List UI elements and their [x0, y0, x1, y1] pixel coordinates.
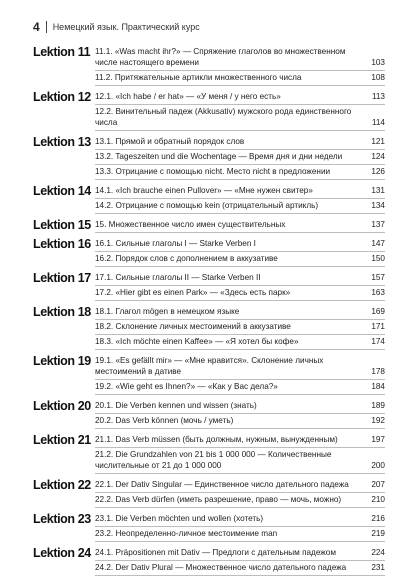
toc-entry: [95, 252, 385, 267]
lesson-entries: [95, 90, 385, 131]
toc-entry-title: 21.1. Das Verb müssen (быть должным, нужным, вынужденным): [95, 435, 338, 444]
lesson-label: Lektion 23: [33, 512, 91, 526]
lesson-block: [33, 546, 385, 576]
lesson-label: Lektion 17: [33, 271, 91, 285]
toc-entry: [95, 335, 385, 350]
lesson-block: [33, 512, 385, 542]
toc-entry-title: 22.1. Der Dativ Singular — Единственное число дательного падежа: [95, 480, 349, 489]
toc-entry-title: 11.2. Притяжательные артикли множественного числа: [95, 73, 302, 82]
table-of-contents: [33, 45, 385, 580]
toc-entry: [95, 45, 385, 71]
lesson-entries: [95, 218, 385, 233]
toc-entry-title: 24.2. Der Dativ Plural — Множественное число дательного падежа: [95, 563, 347, 572]
toc-entry-page: 219: [371, 529, 385, 538]
toc-entry-page: 210: [371, 495, 385, 504]
lesson-block: [33, 218, 385, 233]
toc-entry: [95, 354, 385, 380]
lesson-entries: [95, 271, 385, 301]
toc-entry-page: 163: [371, 288, 385, 297]
lesson-label: Lektion 14: [33, 184, 91, 198]
toc-entry: [95, 105, 385, 131]
toc-entry: [95, 271, 385, 286]
toc-entry-page: 147: [371, 239, 385, 248]
toc-entry-page: 113: [371, 92, 385, 101]
toc-entry-title: 19.2. «Wie geht es Ihnen?» — «Как у Вас дела?»: [95, 382, 278, 391]
toc-entry-title: 12.2. Винительный падеж (Akkusativ) мужского рода единственного числа: [95, 107, 352, 127]
lesson-label: Lektion 13: [33, 135, 91, 149]
toc-entry: [95, 71, 385, 86]
lesson-entries: [95, 135, 385, 180]
lesson-label: Lektion 21: [33, 433, 91, 447]
lesson-label: Lektion 19: [33, 354, 91, 368]
toc-entry: [95, 399, 385, 414]
toc-entry-page: 131: [371, 186, 385, 195]
toc-entry-page: 207: [371, 480, 385, 489]
toc-entry-page: 216: [371, 514, 385, 523]
lesson-label: Lektion 20: [33, 399, 91, 413]
lesson-label: Lektion 12: [33, 90, 91, 104]
lesson-label: Lektion 15: [33, 218, 91, 232]
lesson-entries: [95, 354, 385, 395]
toc-entry-title: 23.2. Неопределенно-личное местоимение man: [95, 529, 278, 538]
lesson-entries: [95, 512, 385, 542]
toc-entry-title: 20.1. Die Verben kennen und wissen (знать): [95, 401, 257, 410]
toc-entry: [95, 165, 385, 180]
toc-entry-title: 22.2. Das Verb dürfen (иметь разрешение, право — мочь, можно): [95, 495, 342, 504]
toc-entry-title: 17.2. «Hier gibt es einen Park» — «Здесь есть парк»: [95, 288, 291, 297]
toc-entry-title: 23.1. Die Verben möchten und wollen (хотеть): [95, 514, 264, 523]
lesson-label: Lektion 11: [33, 45, 91, 59]
toc-entry-page: 200: [371, 461, 385, 470]
toc-entry-page: 197: [371, 435, 385, 444]
toc-entry-page: 157: [371, 273, 385, 282]
toc-entry: [95, 184, 385, 199]
toc-entry: [95, 561, 385, 576]
toc-entry-page: 103: [371, 58, 385, 67]
lesson-block: [33, 399, 385, 429]
toc-entry-page: 126: [371, 167, 385, 176]
lesson-entries: [95, 45, 385, 86]
toc-entry-page: 108: [371, 73, 385, 82]
toc-entry-title: 16.1. Сильные глаголы I — Starke Verben I: [95, 239, 256, 248]
lesson-label: Lektion 16: [33, 237, 91, 251]
toc-entry: [95, 286, 385, 301]
lesson-entries: [95, 433, 385, 474]
running-title: Немецкий язык. Практический курс: [52, 22, 200, 32]
toc-entry: [95, 218, 385, 233]
toc-entry-page: 184: [371, 382, 385, 391]
toc-entry-title: 17.1. Сильные глаголы II — Starke Verben II: [95, 273, 261, 282]
toc-entry-title: 20.2. Das Verb können (мочь / уметь): [95, 416, 234, 425]
toc-entry-page: 171: [371, 322, 385, 331]
lesson-block: [33, 478, 385, 508]
lesson-entries: [95, 399, 385, 429]
lesson-label: Lektion 24: [33, 546, 91, 560]
lesson-block: [33, 90, 385, 131]
toc-entry-title: 13.2. Tageszeiten und die Wochentage — Время дня и дни недели: [95, 152, 343, 161]
toc-entry-page: 150: [371, 254, 385, 263]
lesson-block: [33, 45, 385, 86]
toc-entry-title: 14.1. «Ich brauche einen Pullover» — «Мне нужен свитер»: [95, 186, 313, 195]
toc-entry: [95, 237, 385, 252]
toc-entry-page: 178: [371, 367, 385, 376]
toc-entry-page: 224: [371, 548, 385, 557]
toc-entry-title: 24.1. Präpositionen mit Dativ — Предлоги с дательным падежом: [95, 548, 336, 557]
lesson-entries: [95, 305, 385, 350]
lesson-block: [33, 135, 385, 180]
toc-entry-title: 18.2. Склонение личных местоимений в аккузативе: [95, 322, 291, 331]
toc-entry: [95, 320, 385, 335]
lesson-block: [33, 237, 385, 267]
toc-entry: [95, 512, 385, 527]
toc-entry-page: 231: [371, 563, 385, 572]
toc-entry: [95, 150, 385, 165]
toc-entry: [95, 493, 385, 508]
toc-entry-title: 21.2. Die Grundzahlen von 21 bis 1 000 000 — Количественные числительные от 21 до 1 000 000: [95, 450, 332, 470]
toc-entry: [95, 305, 385, 320]
toc-entry-title: 12.1. «Ich habe / er hat» — «У меня / у него есть»: [95, 92, 281, 101]
toc-entry: [95, 478, 385, 493]
toc-entry: [95, 546, 385, 561]
toc-entry: [95, 433, 385, 448]
lesson-entries: [95, 237, 385, 267]
page-number: 4: [33, 21, 47, 33]
toc-entry-title: 13.1. Прямой и обратный порядок слов: [95, 137, 245, 146]
toc-entry-page: 137: [371, 220, 385, 229]
toc-entry-title: 14.2. Отрицание с помощью kein (отрицательный артикль): [95, 201, 319, 210]
toc-entry-title: 18.1. Глагол mögen в немецком языке: [95, 307, 240, 316]
toc-entry: [95, 90, 385, 105]
lesson-block: [33, 305, 385, 350]
toc-entry-title: 13.3. Отрицание с помощью nicht. Место nicht в предложении: [95, 167, 331, 176]
toc-entry-page: 174: [371, 337, 385, 346]
toc-entry-page: 169: [371, 307, 385, 316]
toc-entry: [95, 414, 385, 429]
lesson-block: [33, 271, 385, 301]
toc-entry-title: 15. Множественное число имен существительных: [95, 220, 286, 229]
toc-entry-page: 134: [371, 201, 385, 210]
toc-entry: [95, 135, 385, 150]
lesson-block: [33, 354, 385, 395]
toc-entry-page: 114: [371, 118, 385, 127]
toc-entry: [95, 380, 385, 395]
lesson-block: [33, 184, 385, 214]
toc-entry-page: 192: [371, 416, 385, 425]
lesson-entries: [95, 546, 385, 576]
toc-entry: [95, 199, 385, 214]
page-header: [33, 17, 383, 37]
lesson-block: [33, 433, 385, 474]
toc-entry-title: 19.1. «Es gefällt mir» — «Мне нравится». Склонение личных местоимений в дативе: [95, 356, 324, 376]
toc-entry-title: 11.1. «Was macht ihr?» — Спряжение глаголов во множественном числе настоящего времени: [95, 47, 346, 67]
toc-entry-page: 124: [371, 152, 385, 161]
lesson-label: Lektion 22: [33, 478, 91, 492]
toc-entry-title: 18.3. «Ich möchte einen Kaffee» — «Я хотел бы кофе»: [95, 337, 299, 346]
toc-entry: [95, 527, 385, 542]
toc-entry: [95, 448, 385, 474]
lesson-label: Lektion 18: [33, 305, 91, 319]
toc-entry-title: 16.2. Порядок слов с дополнением в аккузативе: [95, 254, 278, 263]
toc-entry-page: 121: [371, 137, 385, 146]
lesson-entries: [95, 478, 385, 508]
lesson-entries: [95, 184, 385, 214]
toc-entry-page: 189: [371, 401, 385, 410]
